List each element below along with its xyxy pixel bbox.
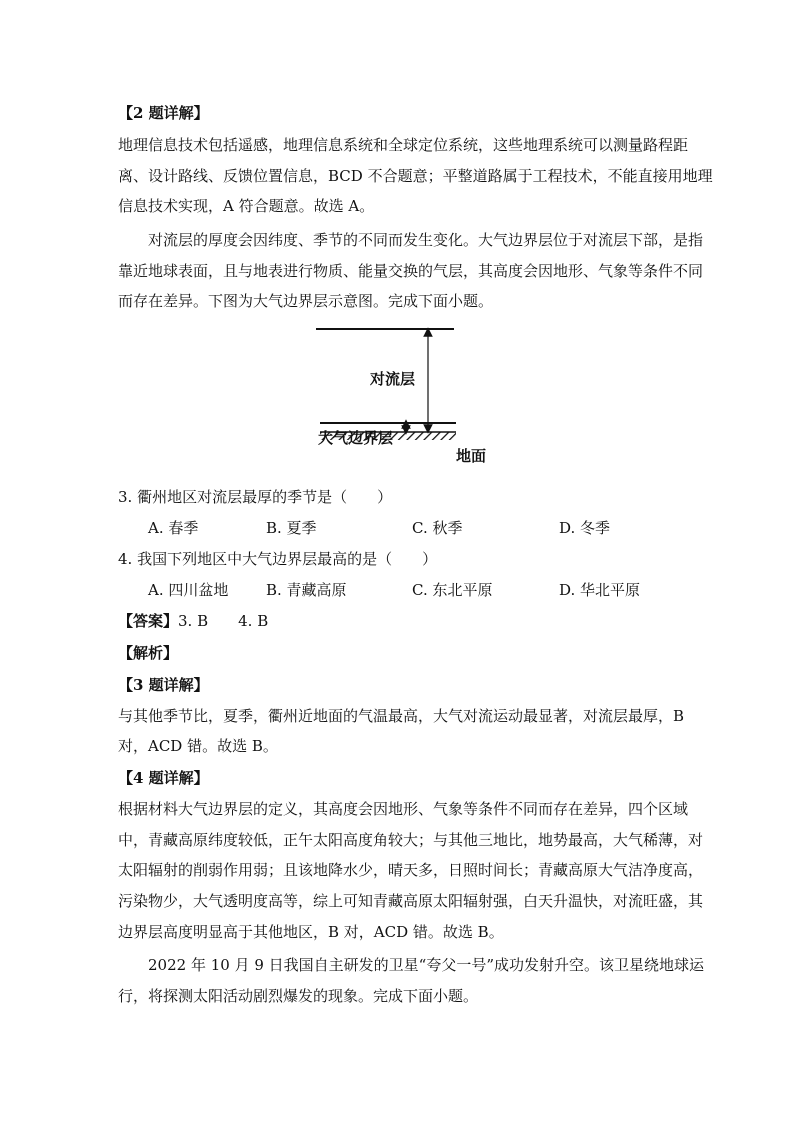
- label-ground: 地面: [456, 447, 487, 465]
- q3-stem: 3. 衢州地区对流层最厚的季节是（ ）: [118, 488, 393, 506]
- answer-text: 3. B 4. B: [178, 612, 269, 630]
- section4-heading: 【4 题详解】: [118, 769, 209, 787]
- outro-line: 2022 年 10 月 9 日我国自主研发的卫星“夸父一号”成功发射升空。该卫星绕地球运: [148, 956, 704, 974]
- intro-line: 对流层的厚度会因纬度、季节的不同而发生变化。大气边界层位于对流层下部，是指: [148, 231, 704, 249]
- boundary-layer-diagram: [0, 320, 794, 470]
- analysis-heading: 【解析】: [118, 644, 179, 662]
- q4-option-a: A. 四川盆地: [148, 581, 229, 599]
- intro-line: 而存在差异。下图为大气边界层示意图。完成下面小题。: [118, 292, 494, 310]
- section2-line: 离、设计路线、反馈位置信息，BCD 不合题意；平整道路属于工程技术，不能直接用地理: [118, 167, 713, 185]
- section2-line: 地理信息技术包括遥感，地理信息系统和全球定位系统，这些地理系统可以测量路程距: [118, 136, 689, 154]
- q4-option-c: C. 东北平原: [412, 581, 493, 599]
- q4-option-d: D. 华北平原: [559, 581, 641, 599]
- q3-option-b: B. 夏季: [266, 519, 317, 537]
- outro-line: 行，将探测太阳活动剧烈爆发的现象。完成下面小题。: [118, 987, 479, 1005]
- intro-line: 靠近地球表面，且与地表进行物质、能量交换的气层，其高度会因地形、气象等条件不同: [118, 262, 704, 280]
- section4-line: 污染物少，大气透明度高等，综上可知青藏高原太阳辐射强，白天升温快，对流旺盛，其: [118, 892, 704, 910]
- section4-line: 中，青藏高原纬度较低，正午太阳高度角较大；与其他三地比，地势最高，大气稀薄，对: [118, 831, 704, 849]
- section4-line: 根据材料大气边界层的定义，其高度会因地形、气象等条件不同而存在差异，四个区域: [118, 800, 689, 818]
- section3-heading: 【3 题详解】: [118, 676, 209, 694]
- section4-line: 太阳辐射的削弱作用弱；且该地降水少，晴天多，日照时间长；青藏高原大气洁净度高，: [118, 861, 704, 879]
- q4-option-b: B. 青藏高原: [266, 581, 347, 599]
- q4-stem: 4. 我国下列地区中大气边界层最高的是（ ）: [118, 550, 438, 568]
- answer-row: [118, 611, 268, 631]
- section2-line: 信息技术实现，A 符合题意。故选 A。: [118, 197, 375, 215]
- answer-label: 【答案】: [118, 612, 179, 630]
- section3-line: 对，ACD 错。故选 B。: [118, 737, 278, 755]
- section2-heading: 【2 题详解】: [118, 104, 209, 122]
- section4-line: 边界层高度明显高于其他地区，B 对，ACD 错。故选 B。: [118, 923, 504, 941]
- label-boundary: 大气边界层: [318, 429, 394, 447]
- label-troposphere: 对流层: [370, 370, 416, 388]
- q3-option-a: A. 春季: [148, 519, 199, 537]
- section3-line: 与其他季节比，夏季，衢州近地面的气温最高，大气对流运动最显著，对流层最厚，B: [118, 707, 685, 725]
- q3-option-c: C. 秋季: [412, 519, 463, 537]
- q3-option-d: D. 冬季: [559, 519, 611, 537]
